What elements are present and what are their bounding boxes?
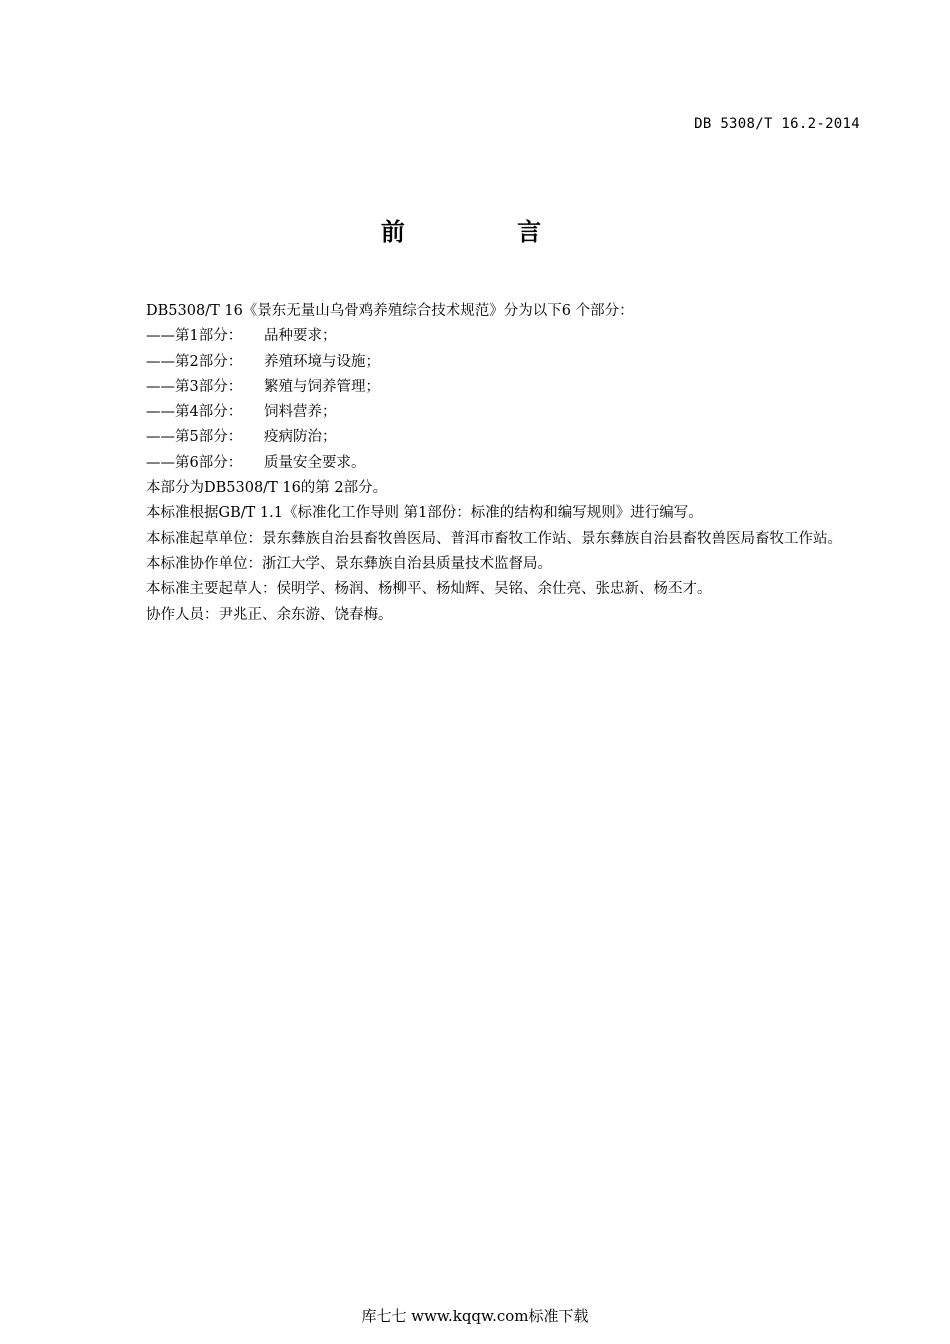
- foreword-body: [113, 299, 861, 628]
- part-item-3: [113, 375, 861, 400]
- basis-paragraph: 本标准根据GB/T 1.1《标准化工作导则 第1部份：标准的结构和编写规则》进行编写。: [146, 505, 703, 522]
- cooperating-units-paragraph: 本标准协作单位：浙江大学、景东彝族自治县质量技术监督局。: [146, 555, 552, 572]
- part-label: ——第4部分：: [146, 404, 243, 421]
- part-item-1: [113, 324, 861, 349]
- part-text: 繁殖与饲养管理；: [264, 378, 380, 395]
- page-title: 前 言: [380, 218, 594, 246]
- part-label: ——第1部分：: [146, 328, 243, 345]
- part-label: ——第5部分：: [146, 429, 243, 446]
- footer-watermark: 库七七 www.kqqw.com标准下载: [361, 1307, 589, 1325]
- document-code: DB 5308/T 16.2-2014: [694, 116, 860, 132]
- part-item-4: [113, 400, 861, 425]
- part-label: ——第2部分：: [146, 353, 243, 370]
- part-item-5: [113, 425, 861, 450]
- part-text: 养殖环境与设施；: [264, 353, 380, 370]
- this-part-paragraph: 本部分为DB5308/T 16的第 2部分。: [146, 480, 388, 497]
- part-item-6: [113, 451, 861, 476]
- part-item-2: [113, 350, 861, 375]
- part-text: 质量安全要求。: [264, 454, 366, 471]
- part-text: 饲料营养；: [264, 404, 337, 421]
- drafting-units-paragraph: 本标准起草单位：景东彝族自治县畜牧兽医局、普洱市畜牧工作站、景东彝族自治县畜牧兽医局畜牧工作站。: [146, 530, 842, 547]
- part-text: 疫病防治；: [264, 429, 337, 446]
- collaborators-paragraph: 协作人员：尹兆正、余东游、饶春梅。: [146, 606, 393, 623]
- part-label: ——第3部分：: [146, 378, 243, 395]
- part-label: ——第6部分：: [146, 454, 243, 471]
- drafters-paragraph: 本标准主要起草人：侯明学、杨润、杨柳平、杨灿辉、吴铭、余仕亮、张忠新、杨丕才。: [146, 581, 712, 598]
- part-text: 品种要求；: [264, 328, 337, 345]
- intro-paragraph: DB5308/T 16《景东无量山乌骨鸡养殖综合技术规范》分为以下6 个部分：: [146, 303, 634, 319]
